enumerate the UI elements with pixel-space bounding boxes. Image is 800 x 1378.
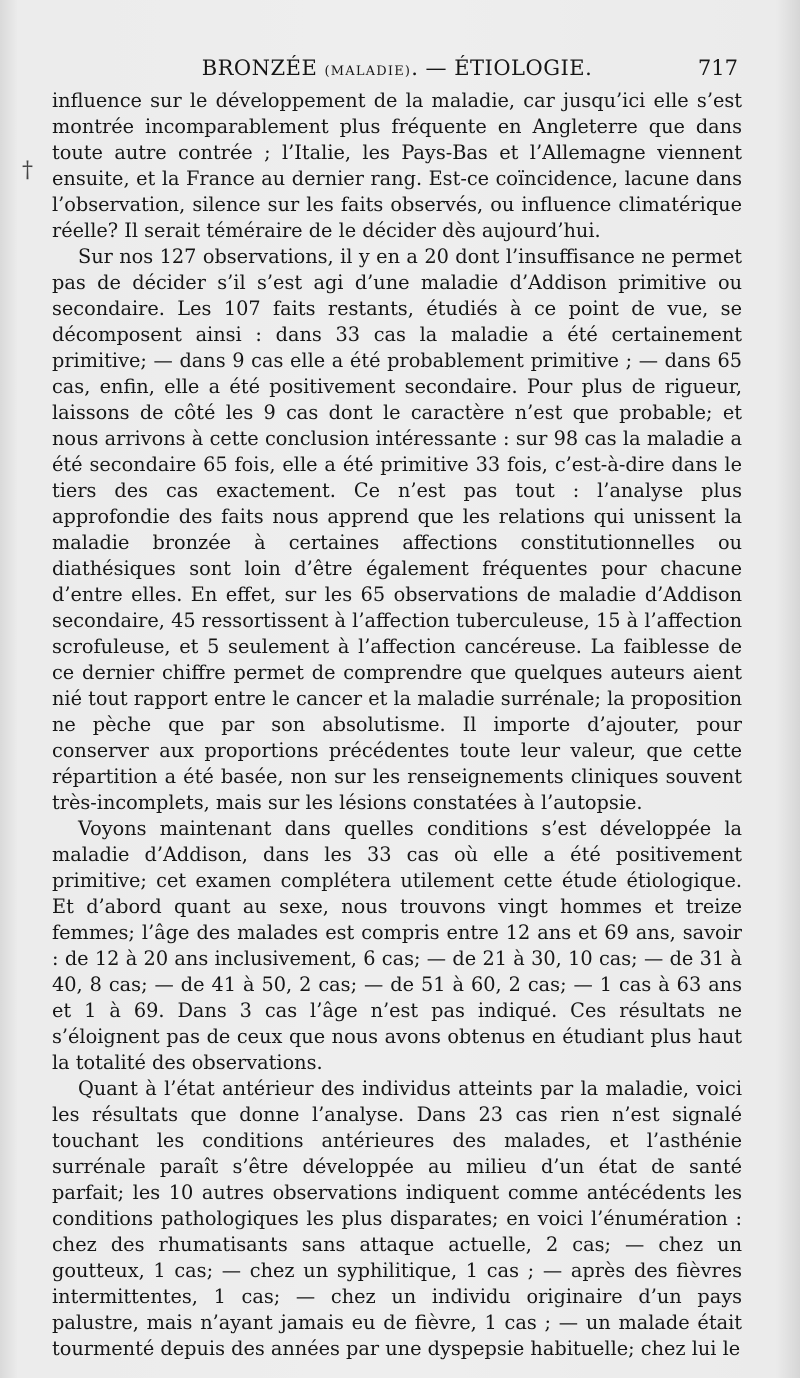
paragraph-1: influence sur le développement de la maladie, car jusqu’ici elle s’est montrée incomparablement plus fréquente en Angleterre que dans toute autre contrée ; l’Italie, les Pays-Bas et l’Allemagne viennent ensuite, et la France au dernier rang. Est-ce coïncidence, lacune dans l’observation, silence sur les faits observés, ou influence climatérique réelle? Il serait téméraire de le décider dès aujourd’hui. bbox=[52, 89, 742, 242]
paragraph-4: Quant à l’état antérieur des individus atteints par la maladie, voici les résultats que donne l’analyse. Dans 23 cas rien n’est signalé touchant les conditions antérieures des malades, et l’asthénie surrénale paraît s’être développée au milieu d’un état de santé parfait; les 10 autres observations indiquent comme antécédents les conditions pathologiques les plus disparates; en voici l’énumération : chez des rhumatisants sans attaque actuelle, 2 cas; — chez un goutteux, 1 cas; — chez un syphilitique, 1 cas ; — après des fièvres intermittentes, 1 cas; — chez un individu originaire d’un pays palustre, mais n’ayant jamais eu de fièvre, 1 cas ; — un malade était tourmenté depuis des années par une dyspepsie habituelle; chez lui le bbox=[52, 1077, 742, 1360]
margin-cross-mark: † bbox=[22, 158, 33, 183]
running-header bbox=[52, 52, 742, 86]
page-number: 717 bbox=[697, 56, 738, 80]
body-text bbox=[52, 88, 742, 1362]
title-main: BRONZÉE bbox=[201, 56, 318, 80]
paragraph-2: Sur nos 127 observations, il y en a 20 dont l’insuffisance ne permet pas de décider s’il s’est agi d’une maladie d’Addison primitive ou secondaire. Les 107 faits restants, étudiés à ce point de vue, se décomposent ainsi : dans 33 cas la maladie a été certainement primitive; — dans 9 cas elle a été probablement primitive ; — dans 65 cas, enfin, elle a été positivement secondaire. Pour plus de rigueur, laissons de côté les 9 cas dont le caractère n’est que probable; et nous arrivons à cette conclusion intéressante : sur 98 cas la maladie a été secondaire 65 fois, elle a été primitive 33 fois, c’est-à-dire dans le tiers des cas exactement. Ce n’est pas tout : l’analyse plus approfondie des faits nous apprend que les relations qui unissent la maladie bronzée à certaines affections constitutionnelles ou diathésiques sont loin d’être également fréquentes pour chacune d’entre elles. En effet, sur les 65 observations de maladie d’Addison secondaire, 45 ressortissent à l’affection tuberculeuse, 15 à l’affection scrofuleuse, et 5 seulement à l’affection cancéreuse. La faiblesse de ce dernier chiffre permet de comprendre que quelques auteurs aient nié tout rapport entre le cancer et la maladie surrénale; la proposition ne pèche que par son absolutisme. Il importe d’ajouter, pour conserver aux proportions précédentes toute leur valeur, que cette répartition a été basée, non sur les renseignements cliniques souvent très-incomplets, mais sur les lésions constatées à l’autopsie. bbox=[52, 245, 742, 814]
paragraph-3: Voyons maintenant dans quelles conditions s’est développée la maladie d’Addison, dans les 33 cas où elle a été positivement primitive; cet examen complétera utilement cette étude étiologique. Et d’abord quant au sexe, nous trouvons vingt hommes et treize femmes; l’âge des malades est compris entre 12 ans et 69 ans, savoir : de 12 à 20 ans inclusivement, 6 cas; — de 21 à 30, 10 cas; — de 31 à 40, 8 cas; — de 41 à 50, 2 cas; — de 51 à 60, 2 cas; — 1 cas à 63 ans et 1 à 69. Dans 3 cas l’âge n’est pas indiqué. Ces résultats ne s’éloignent pas de ceux que nous avons obtenus en étudiant plus haut la totalité des observations. bbox=[52, 817, 742, 1074]
title-paren: (MALADIE) bbox=[324, 64, 412, 79]
title-rest: . — ÉTIOLOGIE. bbox=[411, 56, 593, 80]
running-title bbox=[52, 56, 742, 80]
